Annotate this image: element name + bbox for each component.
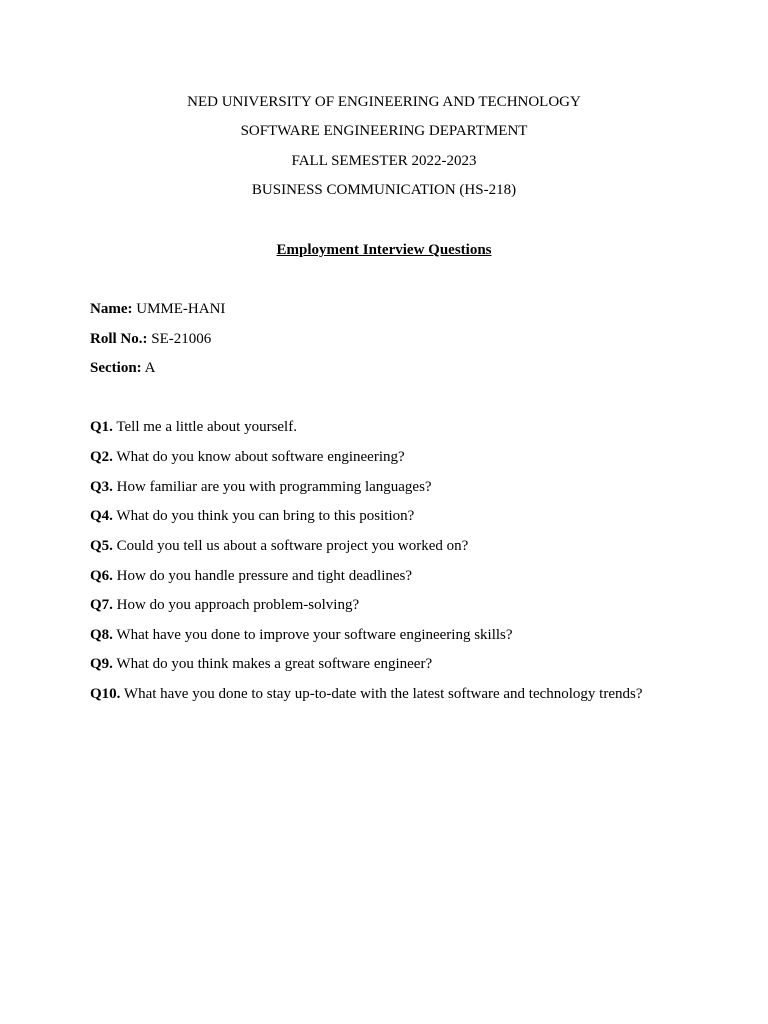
question-number: Q3. (90, 479, 113, 495)
question-item (90, 685, 643, 703)
question-item (90, 626, 513, 644)
question-text: What do you know about software engineering? (116, 449, 405, 465)
question-text: What do you think you can bring to this position? (116, 508, 415, 524)
question-item (90, 655, 432, 673)
roll-value: SE-21006 (151, 331, 212, 347)
name-label: Name: (90, 301, 133, 317)
question-item (90, 478, 432, 496)
question-number: Q8. (90, 627, 113, 643)
question-item (90, 596, 359, 614)
department-name: SOFTWARE ENGINEERING DEPARTMENT (240, 123, 528, 139)
course-name: BUSINESS COMMUNICATION (HS-218) (251, 182, 517, 198)
question-number: Q5. (90, 538, 113, 554)
question-number: Q7. (90, 597, 113, 613)
question-number: Q2. (90, 449, 113, 465)
question-item (90, 567, 412, 585)
section-value: A (144, 360, 156, 376)
question-text: How do you approach problem-solving? (116, 597, 360, 613)
question-item (90, 507, 414, 525)
question-text: How familiar are you with programming languages? (116, 479, 432, 495)
question-item (90, 537, 468, 555)
question-number: Q10. (90, 686, 121, 702)
student-name-row (90, 300, 225, 318)
section-row (90, 359, 155, 377)
university-name: NED UNIVERSITY OF ENGINEERING AND TECHNOLOGY (187, 94, 581, 110)
question-text: Tell me a little about yourself. (116, 419, 297, 435)
document-title: Employment Interview Questions (276, 242, 492, 258)
question-text: Could you tell us about a software project you worked on? (116, 538, 469, 554)
question-number: Q6. (90, 568, 113, 584)
roll-number-row (90, 330, 211, 348)
question-number: Q1. (90, 419, 113, 435)
section-label: Section: (90, 360, 142, 376)
question-text: What have you done to improve your software engineering skills? (116, 627, 513, 643)
semester-label: FALL SEMESTER 2022-2023 (291, 153, 477, 169)
question-item (90, 448, 405, 466)
name-value: UMME-HANI (136, 301, 226, 317)
question-text: How do you handle pressure and tight deadlines? (116, 568, 413, 584)
question-text: What do you think makes a great software engineer? (116, 656, 433, 672)
question-text: What have you done to stay up-to-date with the latest software and technology trends? (123, 686, 643, 702)
roll-label: Roll No.: (90, 331, 148, 347)
question-number: Q9. (90, 656, 113, 672)
question-item (90, 418, 297, 436)
question-number: Q4. (90, 508, 113, 524)
